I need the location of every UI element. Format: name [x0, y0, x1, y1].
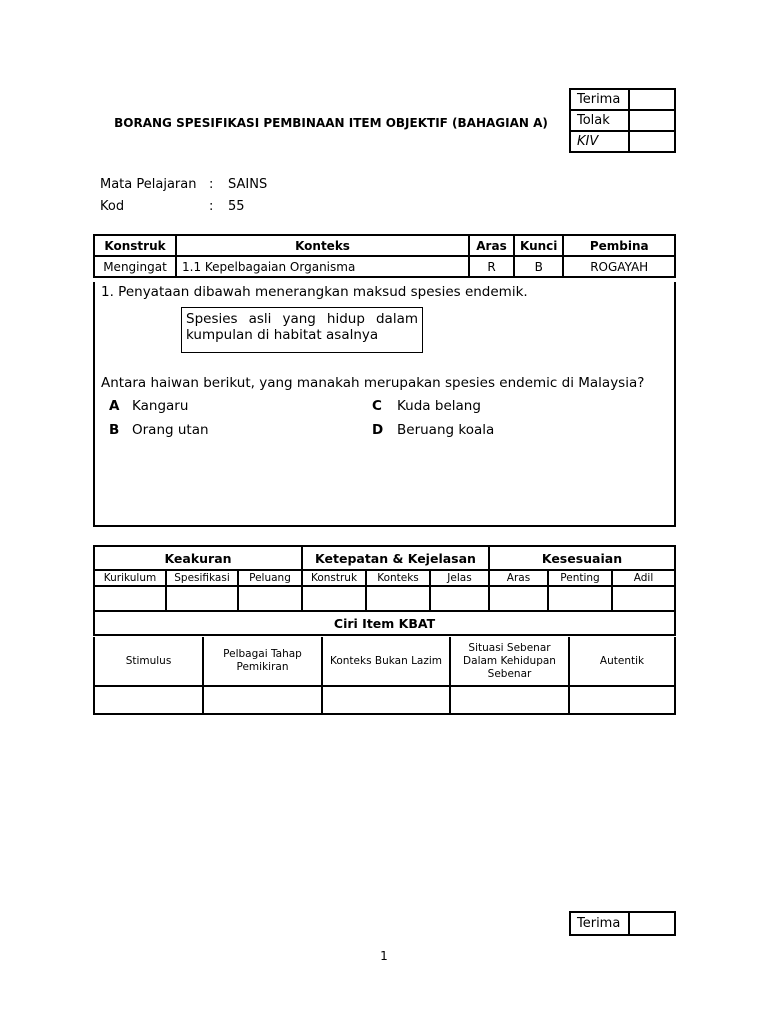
sub-jelas: Jelas [430, 570, 489, 586]
bottom-terima-box [569, 911, 676, 936]
kbat-title: Ciri Item KBAT [94, 611, 675, 635]
option-a-letter: A [109, 398, 120, 414]
sub-spesifikasi: Spesifikasi [166, 570, 238, 586]
option-d-text: Beruang koala [397, 422, 495, 438]
input-aras[interactable] [489, 586, 548, 611]
input-situasi-sebenar[interactable] [450, 686, 569, 714]
evaluation-input-row [94, 586, 675, 611]
input-spesifikasi[interactable] [166, 586, 238, 611]
input-konteks[interactable] [366, 586, 430, 611]
option-a-text: Kangaru [132, 398, 189, 414]
input-konteks-bukan-lazim[interactable] [322, 686, 450, 714]
question-stem: 1. Penyataan dibawah menerangkan maksud spesies endemik. [101, 284, 528, 300]
header-aras: Aras [469, 235, 514, 256]
value-kunci: B [514, 256, 563, 277]
kbat-pelbagai-tahap: Pelbagai Tahap Pemikiran [203, 637, 322, 686]
subheader-row [94, 570, 675, 586]
input-autentik[interactable] [569, 686, 675, 714]
kbat-konteks-bukan-lazim: Konteks Bukan Lazim [322, 637, 450, 686]
kbat-situasi-sebenar: Situasi Sebenar Dalam Kehidupan Sebenar [450, 637, 569, 686]
kbat-header-row [94, 637, 675, 686]
spec-value-row [94, 256, 675, 277]
input-stimulus[interactable] [94, 686, 203, 714]
kbat-title-row [94, 611, 675, 635]
code-label: Kod [100, 199, 125, 214]
kbat-table [93, 637, 676, 715]
option-b-text: Orang utan [132, 422, 209, 438]
value-pembina: ROGAYAH [563, 256, 675, 277]
header-konstruk: Konstruk [94, 235, 176, 256]
bottom-terima-checkbox[interactable] [629, 912, 675, 935]
status-kiv-label: KIV [570, 131, 629, 152]
value-konstruk: Mengingat [94, 256, 176, 277]
input-konstruk[interactable] [302, 586, 366, 611]
stimulus-line-1: Spesies asli yang hidup dalam [186, 311, 418, 327]
group-keakuran: Keakuran [94, 546, 302, 570]
sub-adil: Adil [612, 570, 675, 586]
status-box [569, 88, 676, 153]
group-ketepatan: Ketepatan & Kejelasan [302, 546, 489, 570]
status-tolak-checkbox[interactable] [629, 110, 675, 131]
input-jelas[interactable] [430, 586, 489, 611]
input-peluang[interactable] [238, 586, 302, 611]
header-kunci: Kunci [514, 235, 563, 256]
bottom-terima-label: Terima [570, 912, 629, 935]
sub-aras: Aras [489, 570, 548, 586]
sub-kurikulum: Kurikulum [94, 570, 166, 586]
status-tolak-label: Tolak [570, 110, 629, 131]
header-konteks: Konteks [176, 235, 469, 256]
status-terima-checkbox[interactable] [629, 89, 675, 110]
value-aras: R [469, 256, 514, 277]
status-kiv-checkbox[interactable] [629, 131, 675, 152]
sub-konteks: Konteks [366, 570, 430, 586]
group-kesesuaian: Kesesuaian [489, 546, 675, 570]
input-penting[interactable] [548, 586, 612, 611]
input-adil[interactable] [612, 586, 675, 611]
option-b-letter: B [109, 422, 120, 438]
code-value: 55 [228, 199, 245, 214]
value-konteks: 1.1 Kepelbagaian Organisma [176, 256, 469, 277]
stimulus-line-2: kumpulan di habitat asalnya [186, 327, 379, 343]
option-c-text: Kuda belang [397, 398, 481, 414]
input-kurikulum[interactable] [94, 586, 166, 611]
header-pembina: Pembina [563, 235, 675, 256]
form-title: BORANG SPESIFIKASI PEMBINAAN ITEM OBJEKTIF (BAHAGIAN A) [114, 116, 548, 130]
sub-konstruk: Konstruk [302, 570, 366, 586]
sub-peluang: Peluang [238, 570, 302, 586]
sub-penting: Penting [548, 570, 612, 586]
question-prompt: Antara haiwan berikut, yang manakah merupakan spesies endemic di Malaysia? [101, 375, 645, 391]
page-number: 1 [380, 949, 388, 963]
evaluation-table [93, 545, 676, 636]
spec-header-row [94, 235, 675, 256]
subject-value: SAINS [228, 177, 268, 192]
status-terima-label: Terima [570, 89, 629, 110]
option-c-letter: C [372, 398, 382, 414]
kbat-autentik: Autentik [569, 637, 675, 686]
input-pelbagai-tahap[interactable] [203, 686, 322, 714]
kbat-stimulus: Stimulus [94, 637, 203, 686]
subject-colon: : [209, 177, 214, 192]
code-colon: : [209, 199, 214, 214]
option-d-letter: D [372, 422, 384, 438]
subject-label: Mata Pelajaran [100, 177, 197, 192]
group-header-row [94, 546, 675, 570]
spec-table [93, 234, 676, 278]
stimulus-box [181, 307, 423, 353]
kbat-input-row [94, 686, 675, 714]
